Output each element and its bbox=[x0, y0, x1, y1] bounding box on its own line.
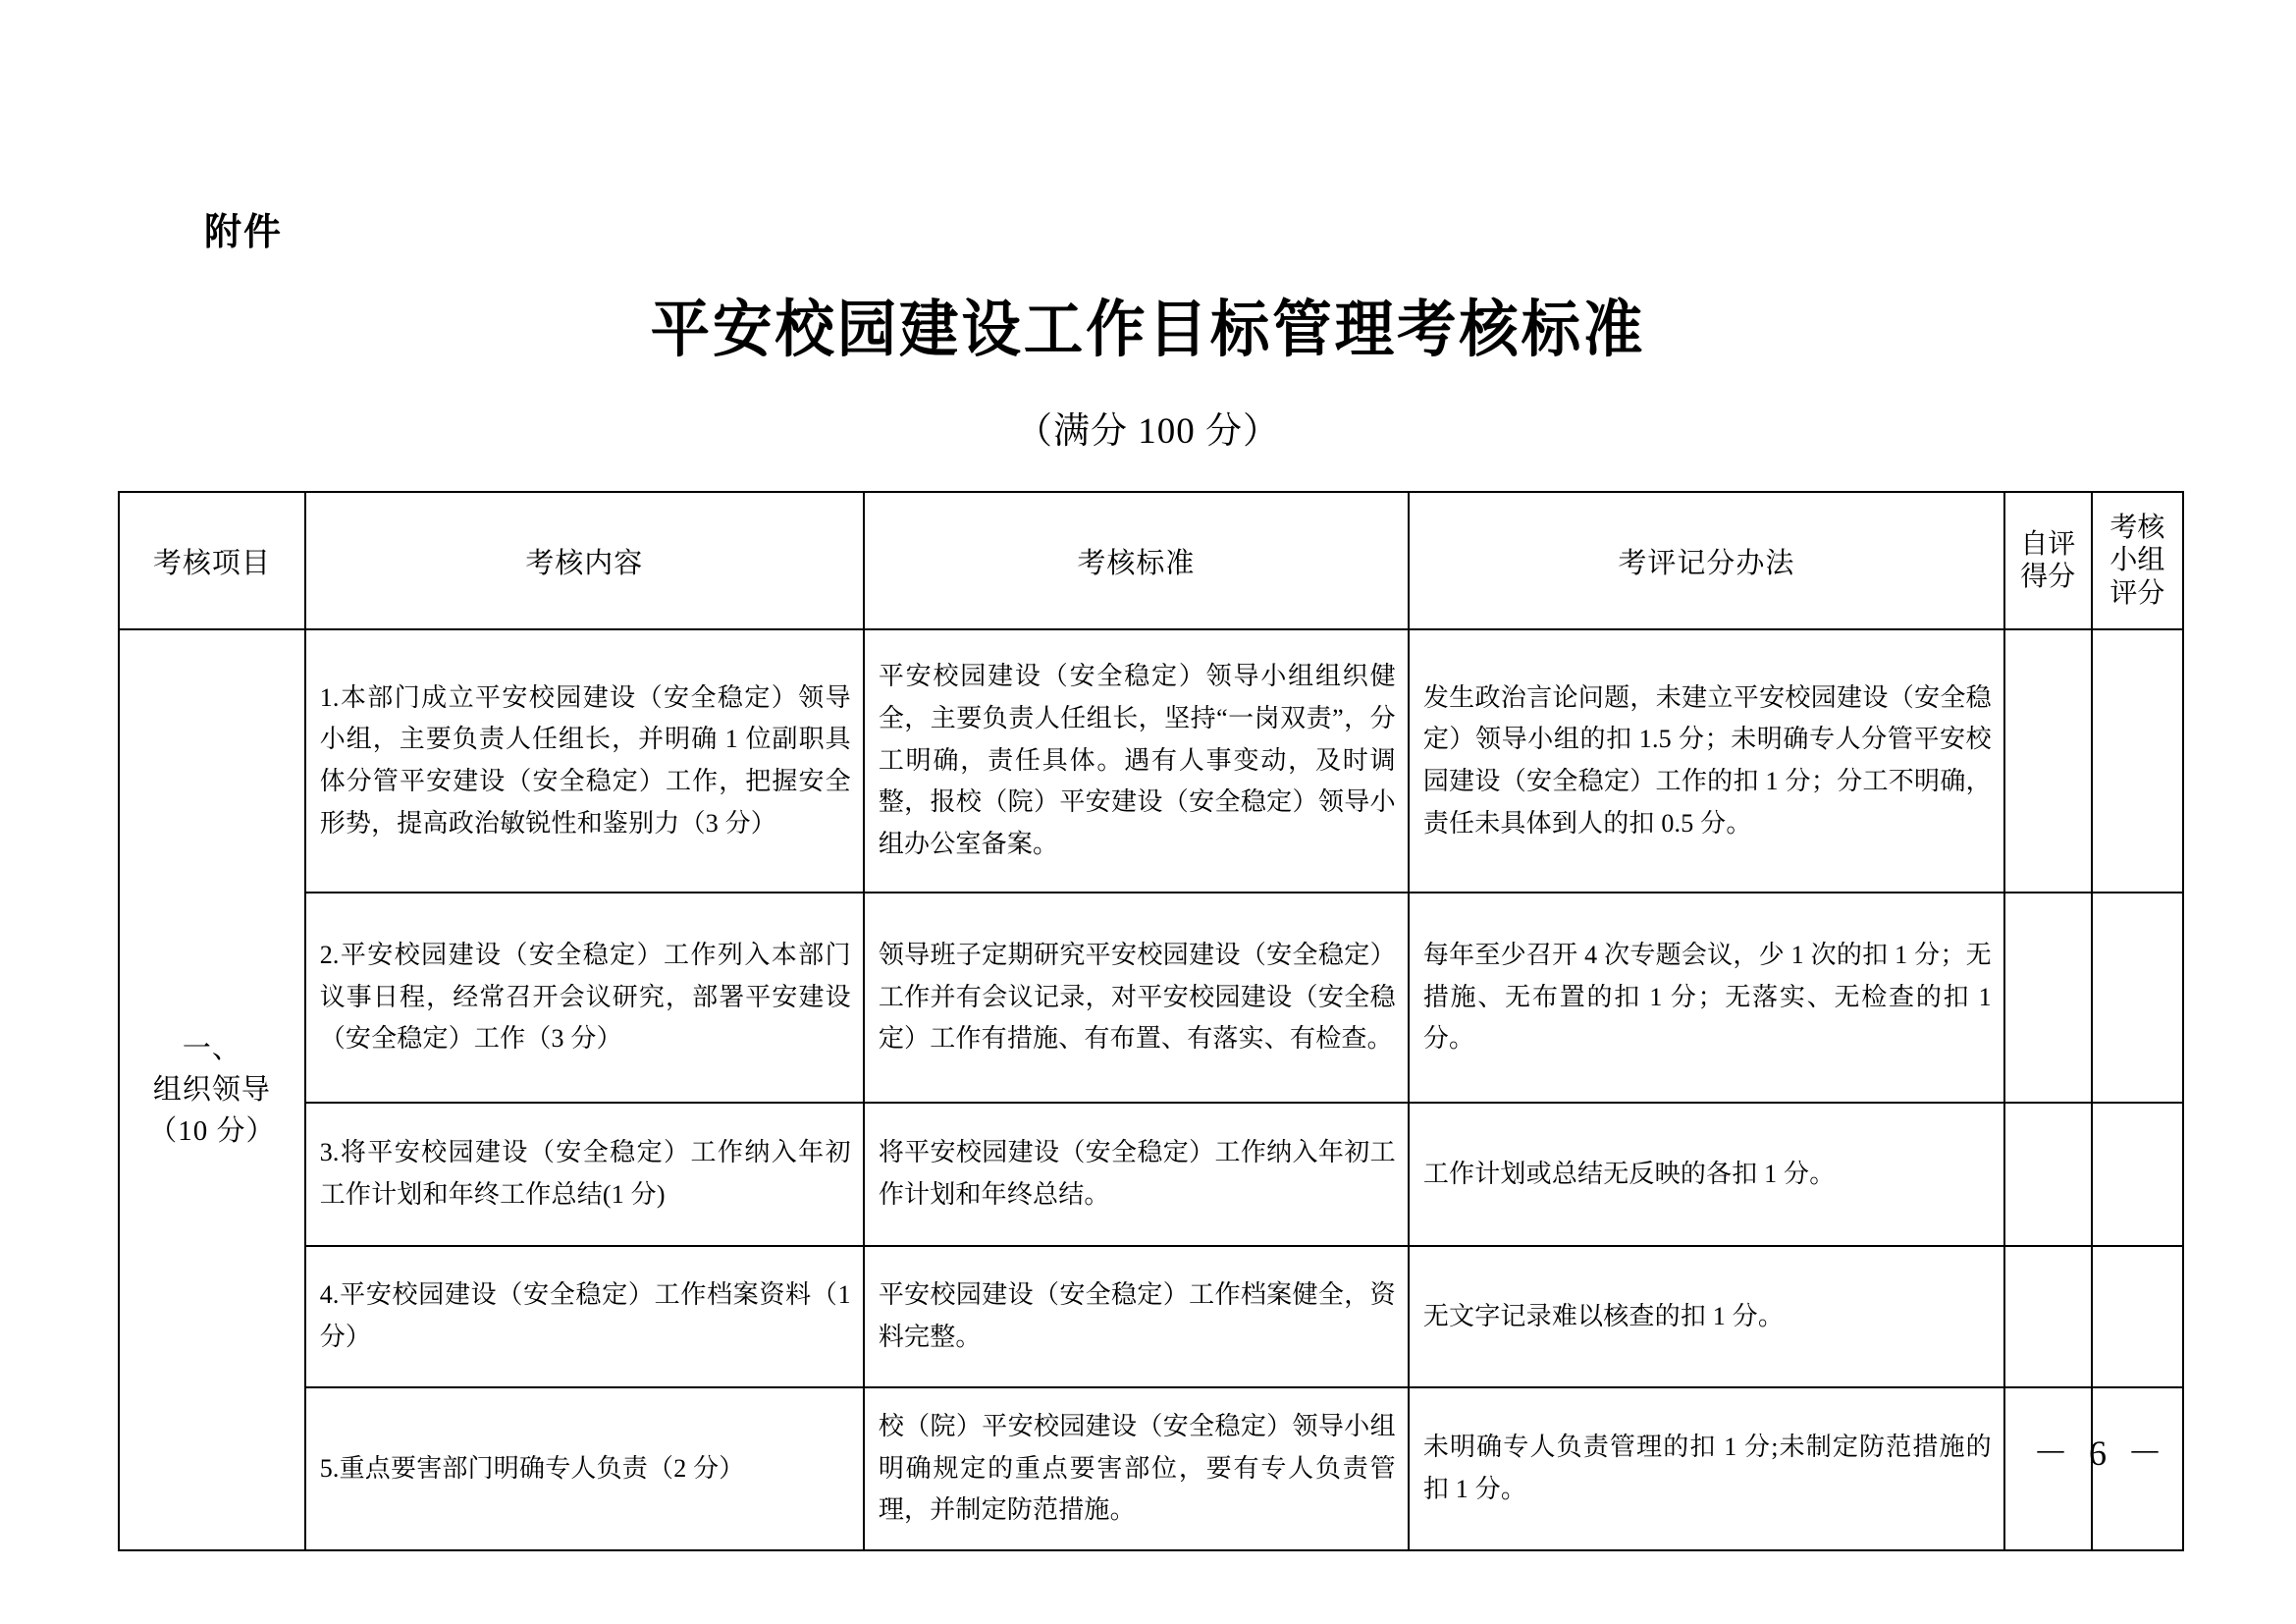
cell-method: 每年至少召开 4 次专题会议，少 1 次的扣 1 分；无措施、无布置的扣 1 分；无落实、无检查的扣 1 分。 bbox=[1409, 893, 2004, 1103]
cell-content: 4.平安校园建设（安全稳定）工作档案资料（1 分） bbox=[305, 1246, 864, 1387]
cell-standard: 平安校园建设（安全稳定）工作档案健全，资料完整。 bbox=[864, 1246, 1409, 1387]
cell-content: 5.重点要害部门明确专人负责（2 分） bbox=[305, 1387, 864, 1550]
category-index: 一、 bbox=[182, 1032, 241, 1064]
cell-self-score[interactable] bbox=[2004, 893, 2092, 1103]
page-subtitle: （满分 100 分） bbox=[1016, 411, 1280, 452]
cell-content: 3.将平安校园建设（安全稳定）工作纳入年初工作计划和年终工作总结(1 分) bbox=[305, 1103, 864, 1246]
table-body bbox=[119, 629, 2183, 1550]
column-header-standard: 考核标准 bbox=[864, 492, 1409, 629]
column-header-item: 考核项目 bbox=[119, 492, 305, 629]
cell-content: 2.平安校园建设（安全稳定）工作列入本部门议事日程，经常召开会议研究，部署平安建设（安全稳定）工作（3 分） bbox=[305, 893, 864, 1103]
column-header-group-score: 考核 小组 评分 bbox=[2092, 492, 2183, 629]
cell-method: 未明确专人负责管理的扣 1 分;未制定防范措施的扣 1 分。 bbox=[1409, 1387, 2004, 1550]
attachment-label: 附件 bbox=[204, 212, 284, 253]
page-number: － 6 － bbox=[2032, 1434, 2168, 1473]
cell-standard: 校（院）平安校园建设（安全稳定）领导小组明确规定的重点要害部位，要有专人负责管理，并制定防范措施。 bbox=[864, 1387, 1409, 1550]
table-row bbox=[119, 1103, 2183, 1246]
category-name: 组织领导 bbox=[152, 1073, 271, 1106]
cell-self-score[interactable] bbox=[2004, 1246, 2092, 1387]
table-row bbox=[119, 1246, 2183, 1387]
cell-standard: 领导班子定期研究平安校园建设（安全稳定）工作并有会议记录，对平安校园建设（安全稳定）工作有措施、有布置、有落实、有检查。 bbox=[864, 893, 1409, 1103]
assessment-table bbox=[118, 491, 2184, 1551]
cell-content: 1.本部门成立平安校园建设（安全稳定）领导小组，主要负责人任组长，并明确 1 位副职具体分管平安建设（安全稳定）工作，把握安全形势，提高政治敏锐性和鉴别力（3 分） bbox=[305, 629, 864, 893]
cell-group-score[interactable] bbox=[2092, 1246, 2183, 1387]
column-header-method: 考评记分办法 bbox=[1409, 492, 2004, 629]
table-header bbox=[119, 492, 2183, 629]
table-header-row bbox=[119, 492, 2183, 629]
cell-group-score[interactable] bbox=[2092, 1103, 2183, 1246]
cell-method: 工作计划或总结无反映的各扣 1 分。 bbox=[1409, 1103, 2004, 1246]
cell-standard: 平安校园建设（安全稳定）领导小组组织健全，主要负责人任组长，坚持“一岗双责”，分工明确，责任具体。遇有人事变动，及时调整，报校（院）平安建设（安全稳定）领导小组办公室备案。 bbox=[864, 629, 1409, 893]
cell-self-score[interactable] bbox=[2004, 1103, 2092, 1246]
table-row bbox=[119, 893, 2183, 1103]
cell-method: 发生政治言论问题，未建立平安校园建设（安全稳定）领导小组的扣 1.5 分；未明确专人分管平安校园建设（安全稳定）工作的扣 1 分；分工不明确，责任未具体到人的扣 0.5 分。 bbox=[1409, 629, 2004, 893]
category-points: （10 分） bbox=[148, 1115, 276, 1148]
cell-standard: 将平安校园建设（安全稳定）工作纳入年初工作计划和年终总结。 bbox=[864, 1103, 1409, 1246]
cell-group-score[interactable] bbox=[2092, 893, 2183, 1103]
category-cell bbox=[119, 629, 305, 1550]
table-row bbox=[119, 1387, 2183, 1550]
cell-group-score[interactable] bbox=[2092, 629, 2183, 893]
column-header-content: 考核内容 bbox=[305, 492, 864, 629]
column-header-self-score: 自评 得分 bbox=[2004, 492, 2092, 629]
cell-method: 无文字记录难以核查的扣 1 分。 bbox=[1409, 1246, 2004, 1387]
cell-self-score[interactable] bbox=[2004, 629, 2092, 893]
table-row bbox=[119, 629, 2183, 893]
page-title: 平安校园建设工作目标管理考核标准 bbox=[650, 296, 1646, 364]
